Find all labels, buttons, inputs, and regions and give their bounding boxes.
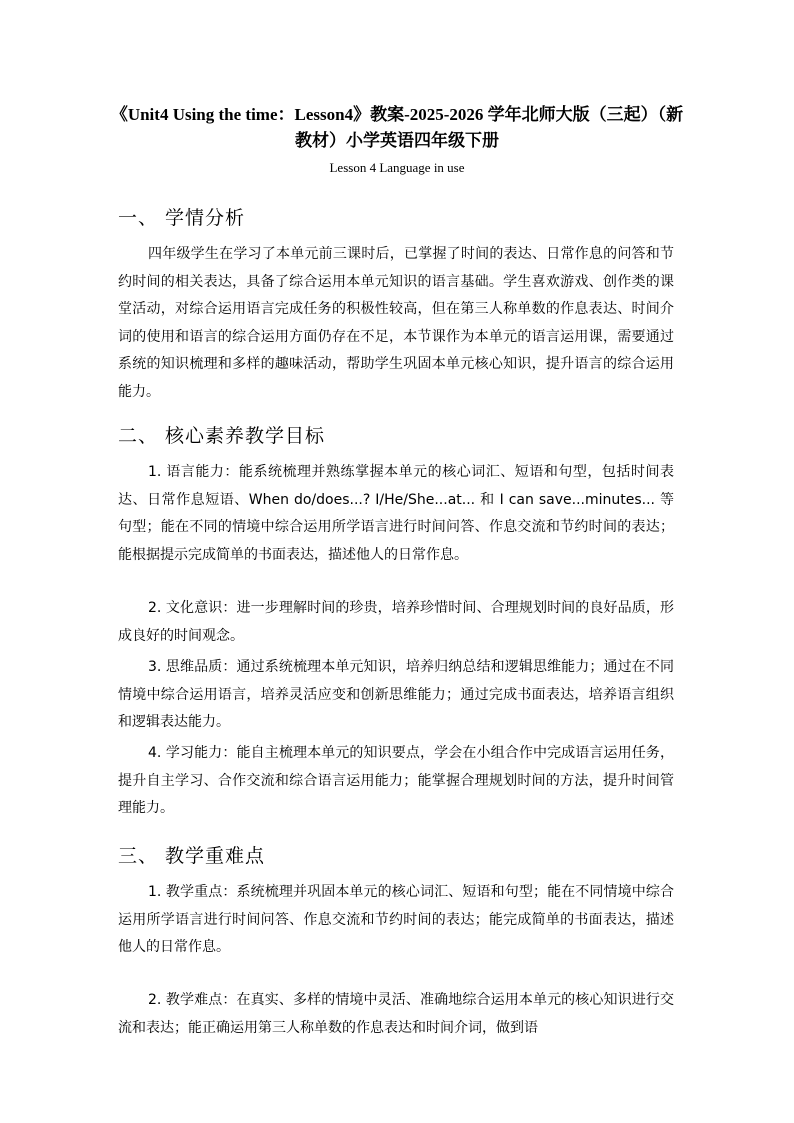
paragraph-difficult-point: 2. 教学难点：在真实、多样的情境中灵活、准确地综合运用本单元的核心知识进行交流和表达；能正确运用第三人称单数的作息表达和时间介词，做到语 [118,992,674,1036]
paragraph-objective-culture: 2. 文化意识：进一步理解时间的珍贵，培养珍惜时间、合理规划时间的良好品质，形成良好的时间观念。 [118,600,674,644]
document-subtitle: Lesson 4 Language in use [329,160,465,175]
section-heading-objectives: 二、 核心素养教学目标 [118,425,326,447]
paragraph-learner-analysis: 四年级学生在学习了本单元前三课时后，已掌握了时间的表达、日常作息的问答和节约时间的相关表达，具备了综合运用本单元知识的语言基础。学生喜欢游戏、创作类的课堂活动，对综合运用语言完成任务的积极性较高，但在第三人称单数的作息表达、时间介词的使用和语言的综合运用方面仍存在不足，本节课作为本单元的语言运用课，需要通过系统的知识梳理和多样的趣味活动，帮助学生巩固本单元核心知识，提升语言的综合运用能力。 [118,246,674,400]
paragraph-objective-language: 1. 语言能力：能系统梳理并熟练掌握本单元的核心词汇、短语和句型，包括时间表达、日常作息短语、When do/does...? I/He/She...at... 和 I can save...minutes... 等句型；能在不同的情境中综合运用所学语言进行时间问答、作息交流和节约时间的表达；能根据提示完成简单的书面表达，描述他人的日常作息。 [118,464,674,563]
document-title: 《Unit4 Using the time：Lesson4》教案-2025-2026 学年北师大版（三起）（新教材）小学英语四年级下册 [110,105,684,150]
paragraph-key-point: 1. 教学重点：系统梳理并巩固本单元的核心词汇、短语和句型；能在不同情境中综合运用所学语言进行时间问答、作息交流和节约时间的表达；能完成简单的书面表达，描述他人的日常作息。 [118,884,674,956]
paragraph-objective-learning: 4. 学习能力：能自主梳理本单元的知识要点，学会在小组合作中完成语言运用任务，提升自主学习、合作交流和综合语言运用能力；能掌握合理规划时间的方法，提升时间管理能力。 [118,745,674,817]
section-heading-key-points: 三、 教学重难点 [118,845,266,867]
section-heading-learner-analysis: 一、 学情分析 [118,207,246,229]
paragraph-objective-thinking: 3. 思维品质：通过系统梳理本单元知识，培养归纳总结和逻辑思维能力；通过在不同情境中综合运用语言，培养灵活应变和创新思维能力；通过完成书面表达，培养语言组织和逻辑表达能力。 [118,659,674,731]
